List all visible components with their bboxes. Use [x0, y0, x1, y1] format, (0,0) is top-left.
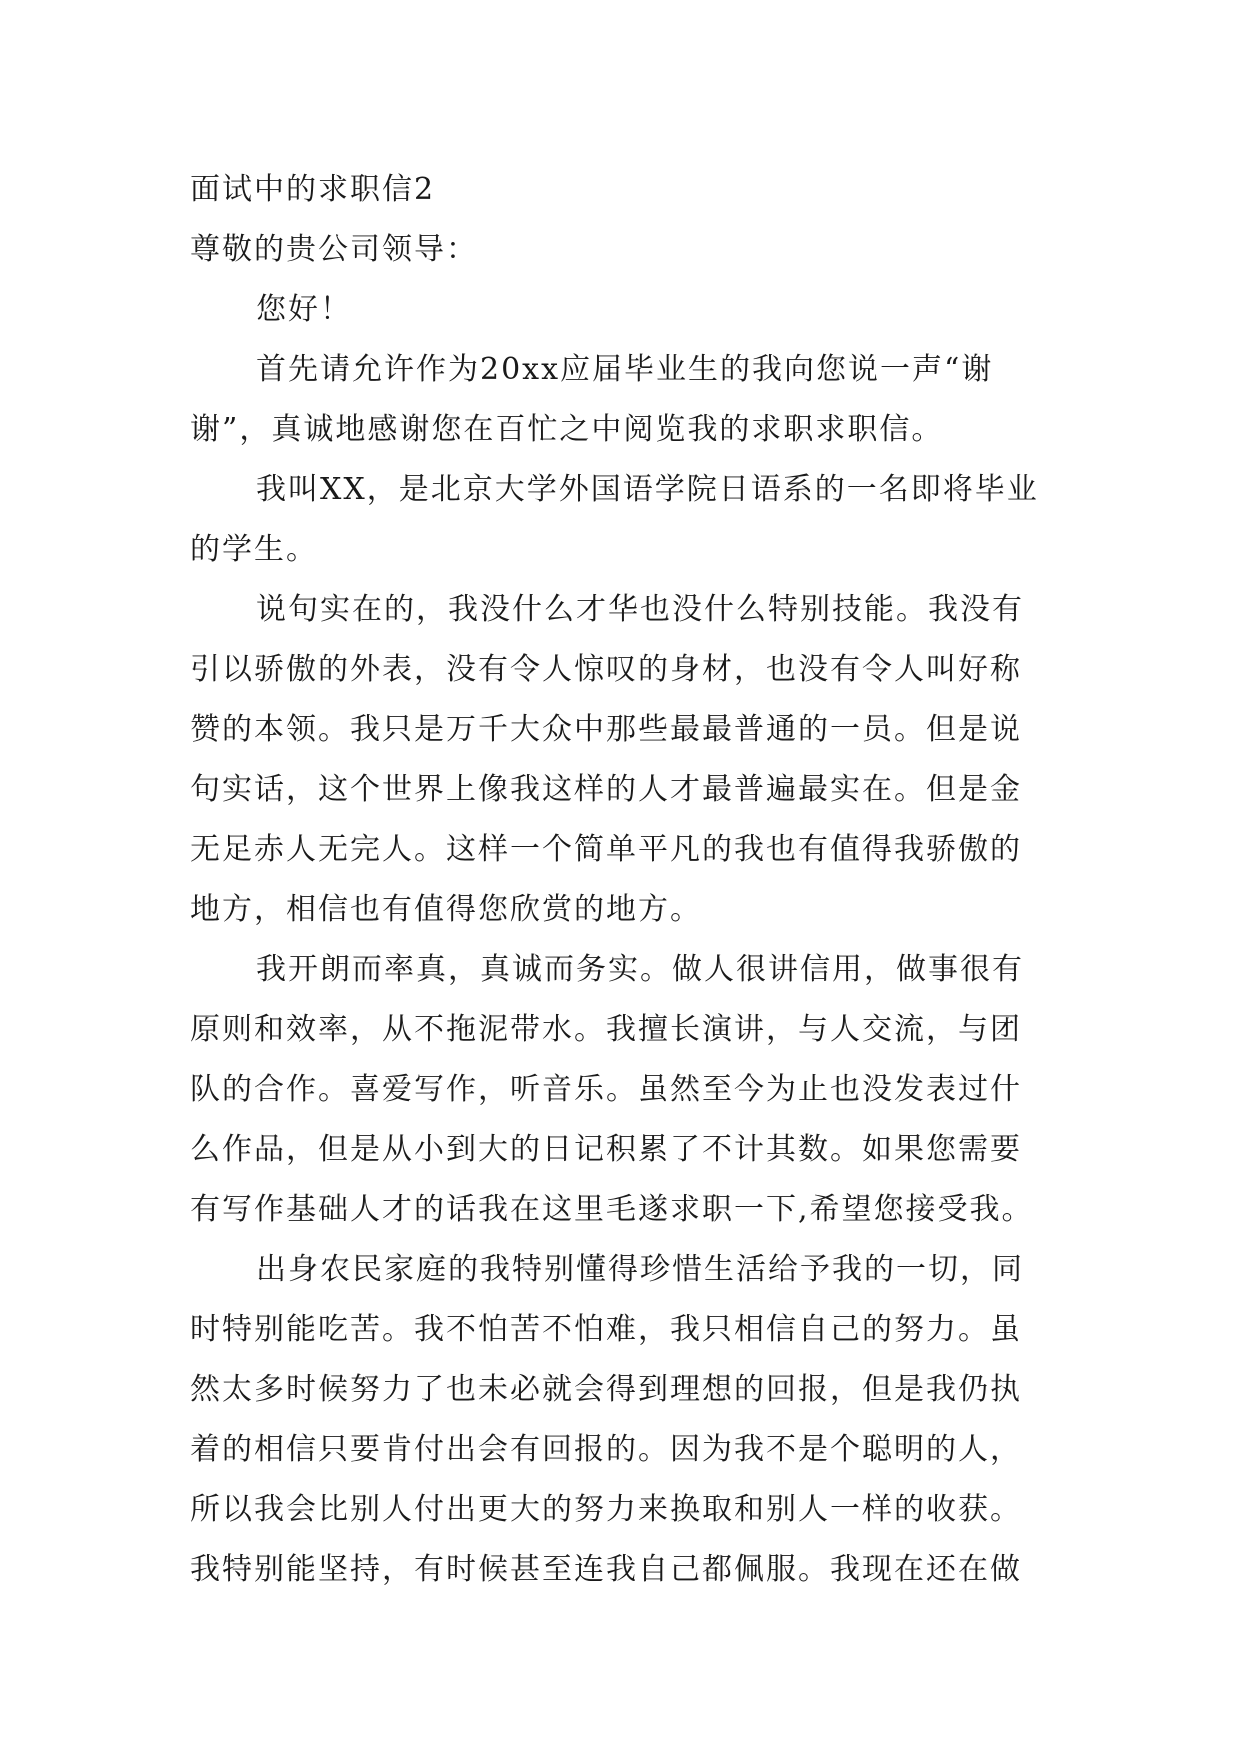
paragraph-line: 么作品，但是从小到大的日记积累了不计其数。如果您需要 — [190, 1132, 1022, 1167]
document-title: 面试中的求职信2 — [190, 172, 436, 207]
paragraph-line: 说句实在的，我没什么才华也没什么特别技能。我没有 — [256, 592, 1024, 627]
paragraph-4 — [190, 940, 1056, 1240]
paragraph-line: 首先请允许作为20xx应届毕业生的我向您说一声“谢 — [256, 352, 994, 387]
paragraph-line: 时特别能吃苦。我不怕苦不怕难，我只相信自己的努力。虽 — [190, 1312, 1022, 1347]
paragraph-5 — [190, 1240, 1056, 1600]
paragraph-line: 然太多时候努力了也未必就会得到理想的回报，但是我仍执 — [190, 1372, 1022, 1407]
paragraph-line: 着的相信只要肯付出会有回报的。因为我不是个聪明的人， — [190, 1432, 1022, 1467]
paragraph-line: 有写作基础人才的话我在这里毛遂求职一下,希望您接受我。 — [190, 1192, 1034, 1227]
paragraph-2 — [190, 460, 1056, 580]
paragraph-line: 原则和效率，从不拖泥带水。我擅长演讲，与人交流，与团 — [190, 1012, 1022, 1047]
paragraph-line: 出身农民家庭的我特别懂得珍惜生活给予我的一切，同 — [256, 1252, 1024, 1287]
paragraph-line: 我叫XX，是北京大学外国语学院日语系的一名即将毕业 — [256, 472, 1039, 507]
paragraph-line: 队的合作。喜爱写作，听音乐。虽然至今为止也没发表过什 — [190, 1072, 1022, 1107]
paragraph-line: 我开朗而率真，真诚而务实。做人很讲信用，做事很有 — [256, 952, 1024, 987]
document-page — [190, 160, 1056, 1600]
paragraph-line: 所以我会比别人付出更大的努力来换取和别人一样的收获。 — [190, 1492, 1022, 1527]
paragraph-line: 句实话，这个世界上像我这样的人才最普遍最实在。但是金 — [190, 772, 1022, 807]
salutation: 尊敬的贵公司领导： — [190, 232, 478, 267]
paragraph-line: 我特别能坚持，有时候甚至连我自己都佩服。我现在还在做 — [190, 1552, 1022, 1587]
paragraph-1 — [190, 340, 1056, 460]
paragraph-line: 引以骄傲的外表，没有令人惊叹的身材，也没有令人叫好称 — [190, 652, 1022, 687]
paragraph-line: 的学生。 — [190, 532, 318, 567]
paragraph-line: 无足赤人无完人。这样一个简单平凡的我也有值得我骄傲的 — [190, 832, 1022, 867]
paragraph-line: 赞的本领。我只是万千大众中那些最最普通的一员。但是说 — [190, 712, 1022, 747]
greeting: 您好！ — [256, 292, 352, 327]
paragraph-line: 地方，相信也有值得您欣赏的地方。 — [190, 892, 702, 927]
paragraph-line: 谢”，真诚地感谢您在百忙之中阅览我的求职求职信。 — [190, 412, 944, 447]
paragraph-3 — [190, 580, 1056, 940]
